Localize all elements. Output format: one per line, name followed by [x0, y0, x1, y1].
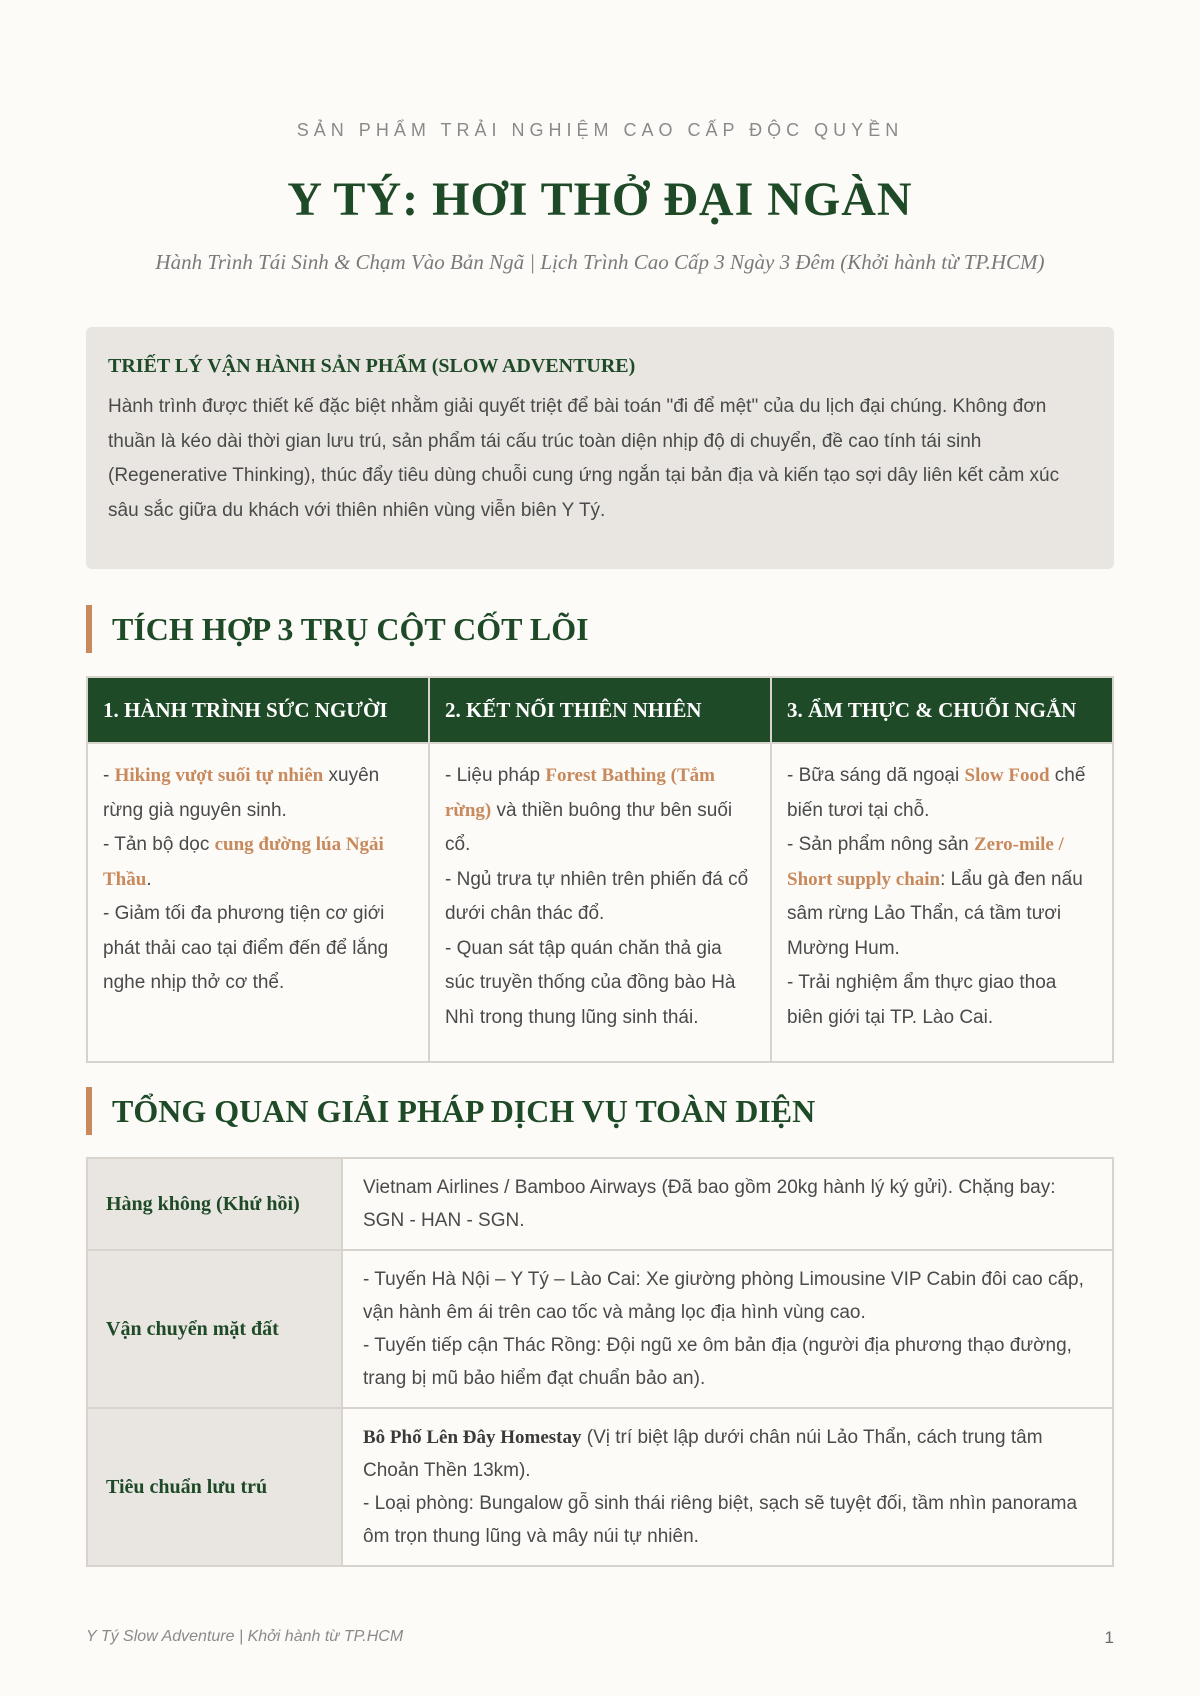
pillar-3-item-b-prefix: - Sản phẩm nông sản	[787, 834, 974, 855]
philosophy-body: Hành trình được thiết kế đặc biệt nhằm giải quyết triệt để bài toán "đi để mệt" của du lịch đại chúng. Không đơn thuần là kéo dài thời gian lưu trú, sản phẩm tái cấu trúc toàn diện nhịp độ di chuyển, đề cao tính tái sinh (Regenerative Thinking), thúc đẩy tiêu dùng chuỗi cung ứng ngắn tại bản địa và kiến tạo sợi dây liên kết cảm xúc sâu sắc giữa du khách với thiên nhiên vùng viễn biên Y Tý.	[108, 396, 1060, 521]
service-value-airline	[342, 1158, 1113, 1250]
philosophy-panel	[86, 327, 1114, 569]
pillar-3-item-b-text: : Lẩu gà đen nấu sâm rừng Lảo Thẩn, cá tầm tươi Mường Hum.	[787, 868, 1083, 959]
pillar-1-item-a-text: xuyên rừng già nguyên sinh.	[103, 765, 380, 821]
pillar-cell-1	[87, 743, 429, 1062]
service-ground-line-1: - Tuyến Hà Nội – Y Tý – Lào Cai: Xe giường phòng Limousine VIP Cabin đôi cao cấp, vận hành êm ái trên cao tốc và mảng lọc địa hình vùng cao.	[363, 1269, 1084, 1323]
footer-caption: Y Tý Slow Adventure | Khởi hành từ TP.HCM	[86, 1628, 404, 1645]
pillar-3-item-c: - Trải nghiệm ẩm thực giao thoa biên giới tại TP. Lào Cai.	[787, 972, 1057, 1028]
pillar-3-item-a-highlight: Slow Food	[964, 765, 1050, 786]
pillar-cell-2	[429, 743, 771, 1062]
pillar-2-item-a-text: và thiền buông thư bên suối cổ.	[445, 799, 733, 855]
pillar-header-2: 2. KẾT NỐI THIÊN NHIÊN	[429, 677, 771, 743]
service-lodging-line-1: (Vị trí biệt lập dưới chân núi Lảo Thẩn, cách trung tâm Choản Thền 13km).	[363, 1427, 1043, 1481]
pillars-header-row	[87, 677, 1113, 743]
pillar-1-item-a-prefix: -	[103, 765, 115, 786]
service-row-lodging	[87, 1408, 1113, 1566]
pillars-heading: TÍCH HỢP 3 TRỤ CỘT CỐT LÕI	[86, 605, 1114, 653]
philosophy-title: TRIẾT LÝ VẬN HÀNH SẢN PHẨM (SLOW ADVENTURE)	[108, 355, 636, 377]
pillar-1-item-b-prefix: - Tản bộ dọc	[103, 834, 215, 855]
services-table	[86, 1157, 1114, 1567]
page-number: 1	[1104, 1628, 1114, 1647]
pillar-header-1: 1. HÀNH TRÌNH SỨC NGƯỜI	[87, 677, 429, 743]
service-lodging-name: Bô Phố Lên Đây Homestay	[363, 1427, 582, 1448]
pillar-2-item-a-prefix: - Liệu pháp	[445, 765, 546, 786]
service-value-lodging	[342, 1408, 1113, 1566]
page-title: Y TÝ: HƠI THỞ ĐẠI NGÀN	[287, 173, 913, 226]
service-label-airline: Hàng không (Khứ hồi)	[87, 1158, 342, 1250]
service-label-ground: Vận chuyển mặt đất	[87, 1250, 342, 1408]
pillar-3-item-a-prefix: - Bữa sáng dã ngoại	[787, 765, 965, 786]
pillar-2-item-c: - Quan sát tập quán chăn thả gia súc truyền thống của đồng bào Hà Nhì trong thung lũng sinh thái.	[445, 937, 736, 1028]
service-airline-text: Vietnam Airlines / Bamboo Airways (Đã bao gồm 20kg hành lý ký gửi). Chặng bay: SGN - HAN - SGN.	[363, 1177, 1056, 1231]
pillar-cell-3	[771, 743, 1113, 1062]
pillar-header-3: 3. ẨM THỰC & CHUỖI NGẮN	[771, 677, 1113, 743]
pillar-1-item-c: - Giảm tối đa phương tiện cơ giới phát thải cao tại điểm đến để lắng nghe nhịp thở cơ thể.	[103, 903, 389, 993]
service-value-ground	[342, 1250, 1113, 1408]
pillars-table	[86, 676, 1114, 1063]
pillar-1-item-b-text: .	[146, 868, 152, 890]
page-kicker: SẢN PHẨM TRẢI NGHIỆM CAO CẤP ĐỘC QUYỀN	[296, 120, 904, 140]
service-row-ground	[87, 1250, 1113, 1408]
service-lodging-line-2: - Loại phòng: Bungalow gỗ sinh thái riêng biệt, sạch sẽ tuyệt đối, tầm nhìn panorama ôm trọn thung lũng và mây núi tự nhiên.	[363, 1493, 1078, 1547]
pillar-2-item-a-highlight: Forest Bathing (Tắm rừng)	[445, 765, 715, 821]
pillar-1-item-b-highlight: cung đường lúa Ngải Thầu	[103, 834, 384, 890]
pillars-body-row	[87, 743, 1113, 1062]
pillar-2-item-b: - Ngủ trưa tự nhiên trên phiến đá cổ dưới chân thác đổ.	[445, 868, 749, 924]
services-heading: TỔNG QUAN GIẢI PHÁP DỊCH VỤ TOÀN DIỆN	[86, 1087, 1114, 1135]
pillar-3-item-a-text: chế biến tươi tại chỗ.	[787, 765, 1086, 821]
service-row-airline	[87, 1158, 1113, 1250]
service-ground-line-2: - Tuyến tiếp cận Thác Rồng: Đội ngũ xe ôm bản địa (người địa phương thạo đường, trang bị mũ bảo hiểm đạt chuẩn bảo an).	[363, 1335, 1072, 1389]
page-subtitle: Hành Trình Tái Sinh & Chạm Vào Bản Ngã | Lịch Trình Cao Cấp 3 Ngày 3 Đêm (Khởi hành từ TP.HCM)	[155, 250, 1045, 274]
pillar-3-item-b-highlight: Zero-mile / Short supply chain	[787, 834, 1064, 890]
service-label-lodging: Tiêu chuẩn lưu trú	[87, 1408, 342, 1566]
pillar-1-item-a-highlight: Hiking vượt suối tự nhiên	[114, 765, 324, 786]
